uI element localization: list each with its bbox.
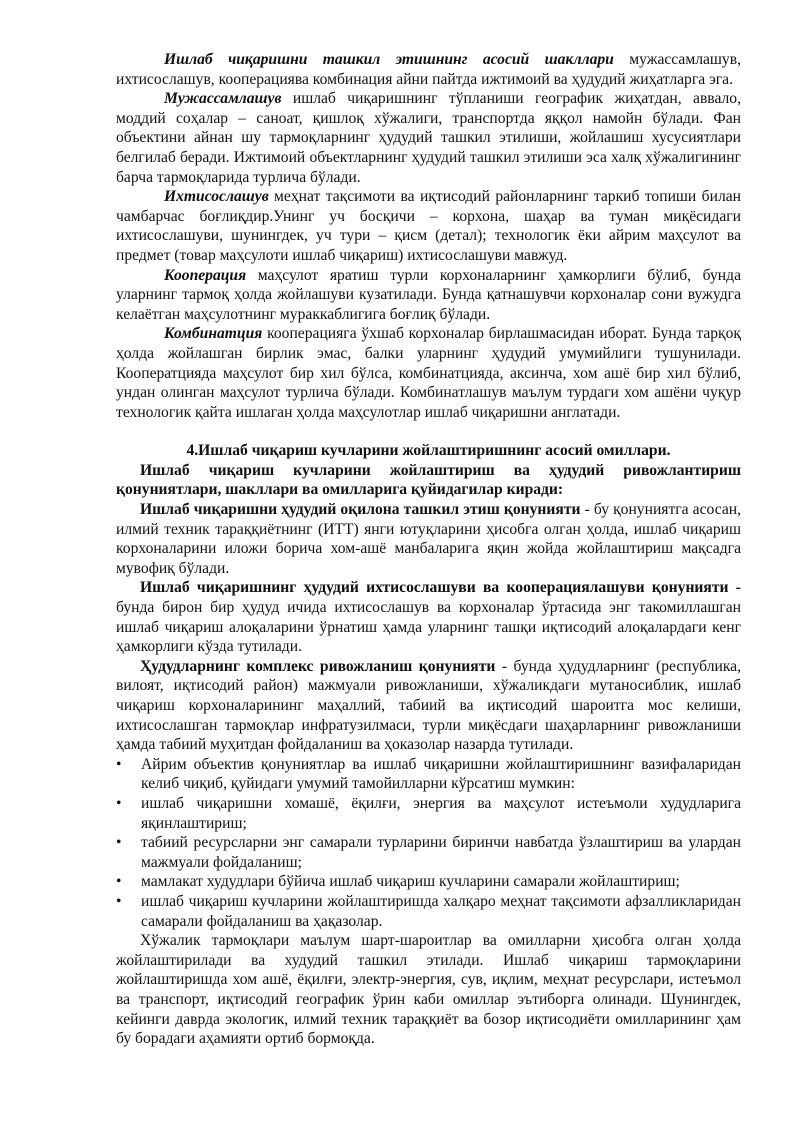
- bullet-icon: •: [116, 794, 122, 812]
- paragraph-cooperation: [116, 266, 741, 325]
- list-item: [116, 794, 741, 833]
- bullet-icon: •: [116, 873, 122, 891]
- law-paragraph: [116, 500, 741, 578]
- paragraph-concentration: [116, 89, 741, 187]
- list-item-text: ишлаб чиқариш кучларини жойлаштиришда халқаро меҳнат тақсимоти афзалликларидан самарали фойдаланиш ва ҳақазолар.: [141, 892, 741, 930]
- law-term: Ишлаб чиқаришни ҳудудий оқилона ташкил этиш қонунияти: [140, 501, 581, 519]
- term: Ихтисослашув: [164, 188, 269, 206]
- list-item-text: мамлакат худудлари бўйича ишлаб чиқариш кучларини самарали жойлаштириш;: [141, 873, 680, 891]
- paragraph-combination: [116, 324, 741, 422]
- section-heading: 4.Ишлаб чиқариш кучларини жойлаштиришнинг асосий омиллари.: [186, 442, 671, 460]
- bullet-icon: •: [116, 755, 122, 773]
- term: Ишлаб чиқаришни ташкил этишнинг асосий шакллари: [164, 51, 614, 68]
- list-item-text: табиий ресурсларни энг самарали турларини биринчи навбатда ўзлаштириш ва улардан мажмуали фойдаланиш;: [141, 834, 741, 871]
- law-paragraph: [116, 657, 741, 755]
- term: Комбинатция: [164, 325, 263, 343]
- term: Мужассамлашув: [164, 90, 282, 108]
- bullet-icon: •: [116, 892, 122, 910]
- law-text: бунда бирон бир ҳудуд ичида ихтисослашув ва корхоналар ўртасида энг такомиллашган ишлаб чиқариш алоқаларини ўрнатиш ҳамда уларнинг ташқи иқтисодий алоқалардаги кенг ҳамкорлиги кўзда тутилади.: [116, 599, 741, 656]
- paragraph-specialization: [116, 187, 741, 265]
- law-term: Ҳудудларнинг комплекс ривожланиш қонунияти: [140, 657, 496, 675]
- law-paragraph: [116, 578, 741, 656]
- law-text: - бунда ҳудудларнинг (республика, вилоят, иқтисодий район) мажмуали ривожланиши, хўжаликдаги мутаносиблик, ишлаб чиқариш корхоналарининг маҳаллий, табиий ва иқтисодий шароитга мос келиши, ихтисослашган тармоқлар инфратузилмаси, турли миқёсдаги шаҳарларнинг ривожланиши ҳамда табиий муҳитдан фойдаланиш ва ҳоказолар назарда тутилади.: [116, 657, 742, 754]
- list-item: [116, 755, 741, 794]
- paragraph-forms: [116, 50, 741, 89]
- term: Кооперация: [164, 266, 247, 284]
- bullet-icon: •: [116, 834, 122, 852]
- list-item: [116, 833, 741, 872]
- law-term: Ишлаб чиқаришнинг ҳудудий ихтисослашуви ва кооперациялашуви қонунияти -: [140, 579, 741, 597]
- paragraph-text: кооперацияга ўхшаб корхоналар бирлашмасидан иборат. Бунда тарқоқ ҳолда жойлашган бирлик эмас, балки уларнинг ҳудудий умумийлиги тушунилади. Кооператцияда маҳсулот бир хил бўлса, комбинатцияда, аксинча, хом ашё бир хил бўлиб, ундан олинган маҳсулот турлича бўлади. Комбинатлашув маълум турдаги хом ашёни чуқур технологик қайта ишлаган ҳолда маҳсулотлар ишлаб чиқаришни англатади.: [116, 325, 741, 421]
- paragraph-text: ишлаб чиқаришнинг тўпланиши географик жиҳатдан, аввало, моддий соҳалар – саноат, қишлоқ хўжалиги, транспортда яққол намойн бўлади. Фан объектини айнан шу тармоқларнинг ҳудудий ташкил этилиши, жойлашиш хусусиятлари белгилаб беради. Ижтимоий объектларнинг ҳудудий ташкил этилиши эса халқ хўжалигининг барча тармоқларида турлича бўлади.: [116, 90, 741, 186]
- paragraph-text: меҳнат тақсимоти ва иқтисодий районларнинг таркиб топиши билан чамбарчас боғлиқдир.Унинг уч босқичи – корхона, шаҳар ва туман миқёсидаги ихтисослашуви, шунингдек, уч тури – қисм (детал); технологик ёки айрим маҳсулот ва предмет (товар маҳсулоти ишлаб чиқариш) ихтисослашуви мавжуд.: [116, 188, 741, 264]
- law-text: - бу қонуниятга асосан, илмий техник тараққиётнинг (ИТТ) янги ютуқларини ҳисобга олган ҳолда, ишлаб чиқариш корхоналарини иложи борича хом-ашё манбаларига яқин жойда жойлаштириш мақсадга мувофиқ бўлади.: [116, 501, 741, 577]
- list-item: [116, 872, 741, 892]
- list-item: [116, 892, 741, 931]
- paragraph-text: маҳсулот яратиш турли корхоналарнинг ҳамкорлиги бўлиб, бунда уларнинг тармоқ ҳолда жойлашуви кузатилади. Бунда қатнашувчи корхоналар сони вужудга келаётган маҳсулотнинг мураккаблигига боғлиқ бўлади.: [116, 266, 741, 323]
- paragraph-text: мужассамлашув, ихтисослашув, кооперациява комбинация айни пайтда ижтимоий ва ҳудудий жиҳатларга эга.: [116, 51, 741, 88]
- list-item-text: Айрим объектив қонуниятлар ва ишлаб чиқаришни жойлаштиришнинг вазифаларидан келиб чиқиб, қуйидаги умумий тамойилларни кўрсатиш мумкин:: [141, 755, 741, 793]
- section-subheading: Ишлаб чиқариш кучларини жойлаштириш ва ҳудудий ривожлантириш қонуниятлари, шакллари ва омилларига қуйидагилар киради:: [116, 461, 741, 499]
- principles-list: [116, 755, 741, 931]
- document-page: [116, 50, 741, 1049]
- closing-paragraph: Хўжалик тармоқлари маълум шарт-шароитлар ва омилларни ҳисобга олган ҳолда жойлаштирилади ва худудий ташкил этилади. Ишлаб чиқариш тармоқларини жойлаштиришда хом ашё, ёқилғи, электр-энергия, сув, иқлим, меҳнат ресурслари, истеъмол ва транспорт, иқтисодий географик ўрин каби омиллар эътиборга олинади. Шунингдек, кейинги даврда экологик, илмий техник тараққиёт ва бозор иқтисодиёти омилларининг ҳам бу борадаги аҳамияти ортиб бормоқда.: [116, 932, 741, 1048]
- list-item-text: ишлаб чиқаришни хомашё, ёқилғи, энергия ва маҳсулот истеъмоли худудларига яқинлаштириш;: [141, 794, 741, 832]
